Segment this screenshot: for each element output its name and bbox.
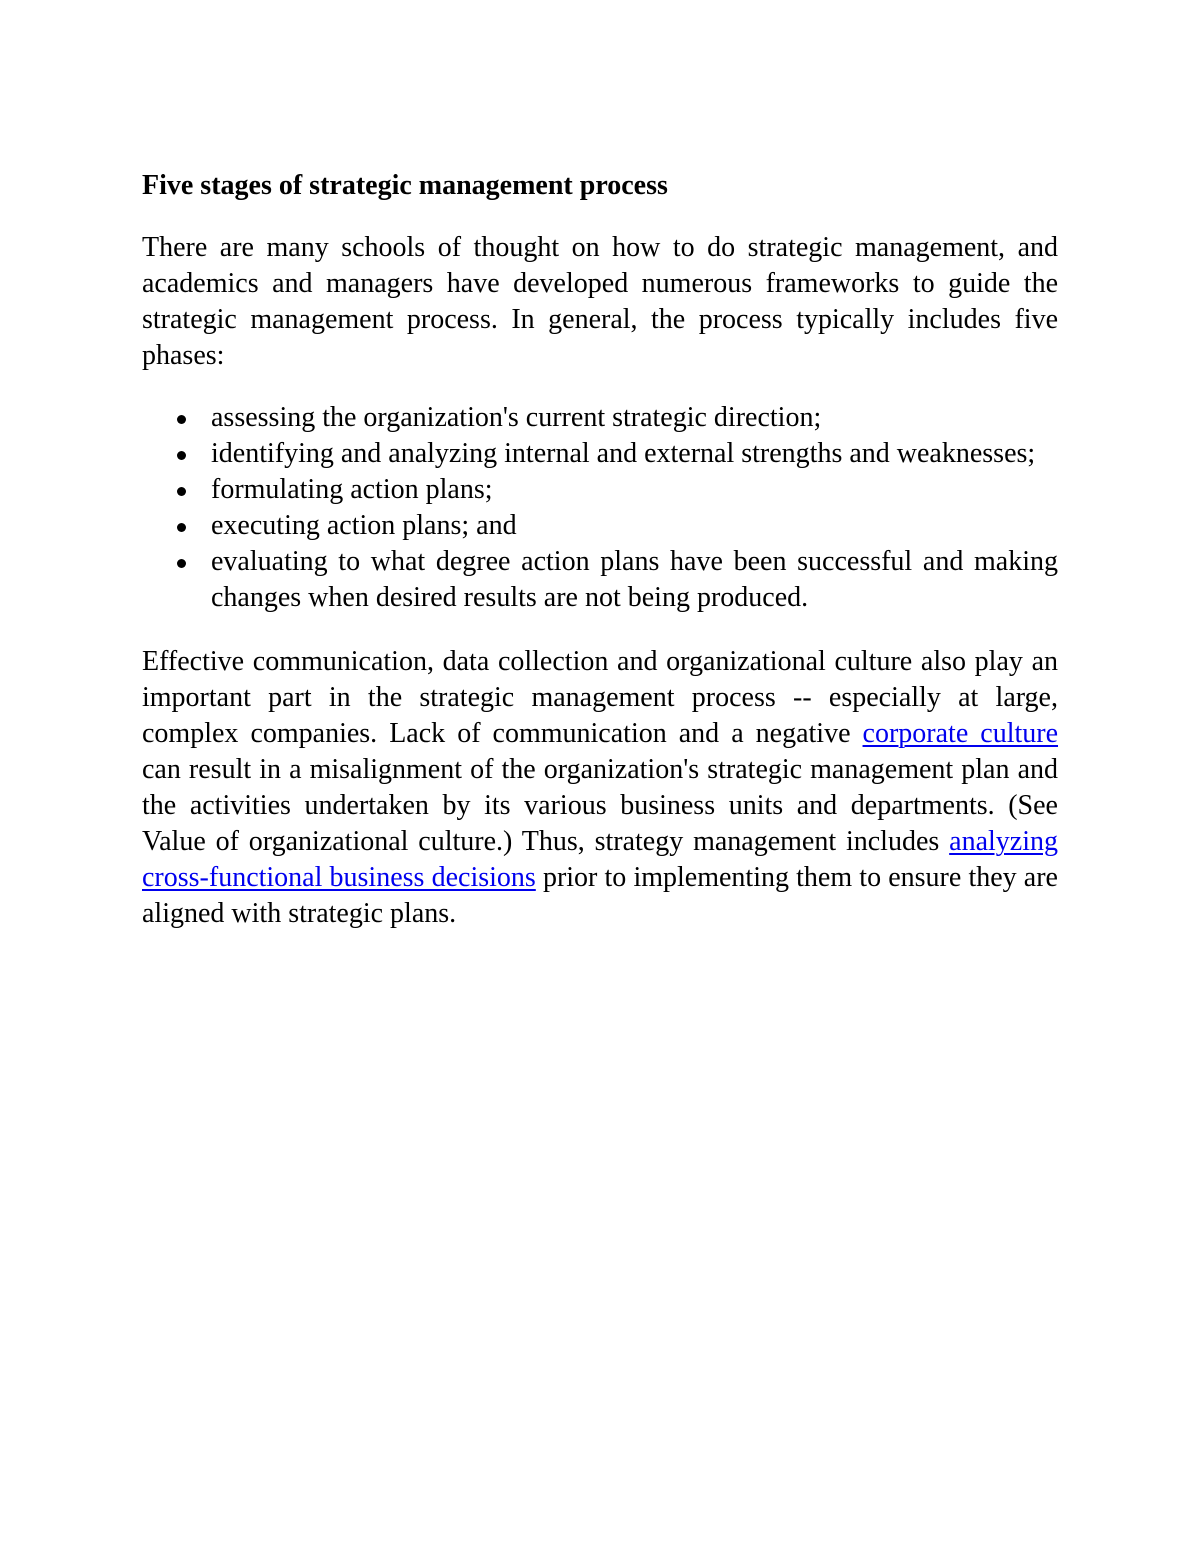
list-item (142, 436, 1058, 472)
bullet-icon (177, 523, 186, 532)
corporate-culture-link[interactable]: corporate culture (862, 718, 1059, 749)
phases-list (142, 400, 1058, 616)
list-item-text: identifying and analyzing internal and external strengths and weaknesses; (211, 438, 1036, 469)
list-item (142, 400, 1058, 436)
bullet-icon (177, 487, 186, 496)
intro-paragraph: There are many schools of thought on how to do strategic management, and academics and managers have developed numerous frameworks to guide the strategic management process. In general, the process typically includes five phases: (142, 232, 1058, 371)
list-item (142, 544, 1058, 616)
list-item-text: evaluating to what degree action plans have been successful and making changes when desired results are not being produced. (211, 546, 1058, 613)
closing-text-part1: Effective communication, data collection and organizational culture also play an important part in the strategic management process -- especially at large, complex companies. Lack of communication and a negative (142, 646, 1058, 749)
list-item (142, 508, 1058, 544)
cross-functional-decisions-link[interactable]: analyzing cross-functional business decisions (142, 826, 1058, 893)
bullet-icon (177, 451, 186, 460)
list-item-text: executing action plans; and (211, 510, 517, 541)
document-title: Five stages of strategic management process (142, 170, 668, 201)
closing-paragraph (142, 644, 1058, 932)
document-page (142, 168, 1058, 932)
closing-text-part2: can result in a misalignment of the organization's strategic management plan and the activities undertaken by its various business units and departments. (See Value of organizational culture.) Thus, strategy management includes (142, 754, 1058, 857)
list-item (142, 472, 1058, 508)
closing-text-part3: prior to implementing them to ensure they are aligned with strategic plans. (142, 862, 1058, 929)
list-item-text: assessing the organization's current strategic direction; (211, 402, 822, 433)
list-item-text: formulating action plans; (211, 474, 493, 505)
bullet-icon (177, 415, 186, 424)
bullet-icon (177, 559, 186, 568)
